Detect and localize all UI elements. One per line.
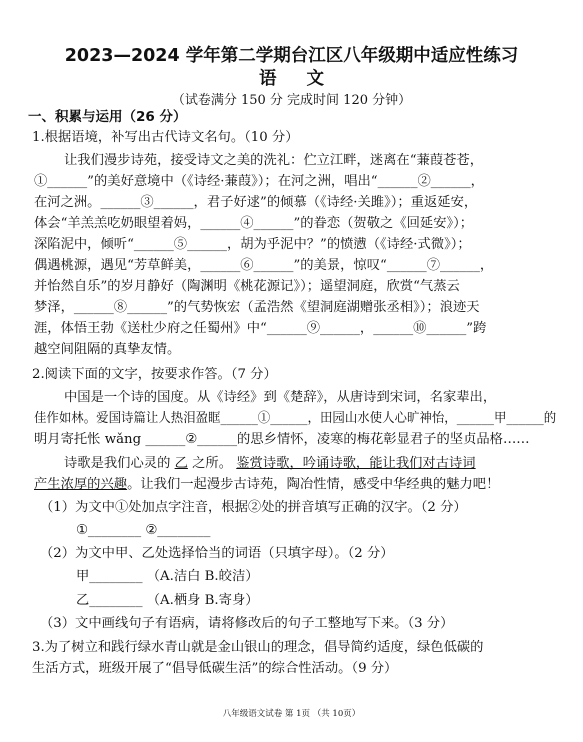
q2-sub-2-row-1: 甲________ （A.洁白 B.皎洁）: [76, 569, 259, 584]
question-3-line-2: 生活方式，班级开展了“倡导低碳生活”的综合性活动。（9 分）: [32, 661, 398, 676]
q2-sub-2-row-2: 乙________ （A.栖身 B.寄身）: [76, 593, 259, 608]
section-heading: 一、积累与运用（26 分）: [28, 109, 187, 125]
q2-underlined-sentence: 鉴赏诗歌，吟诵诗歌，能让我们对古诗词: [236, 456, 476, 471]
q2-para2-tail: 之所。: [192, 456, 233, 471]
question-3-line-1: 3.为了树立和践行绿水青山就是金山银山的理念，倡导简约适度，绿色低碳的: [32, 640, 484, 655]
q2-paragraph-2-cont: [34, 476, 499, 494]
q2-sub-1-answers: ①________ ②________: [76, 523, 211, 538]
q2-sub-2: （2）为文中甲、乙处选择恰当的词语（只填字母）。（2 分）: [40, 546, 394, 561]
page-footer: 八年级语文试卷 第 1页 （共 10页）: [222, 709, 361, 719]
q2-blank-yi: 乙: [174, 456, 188, 471]
q1-line: 偶遇桃源，遇见“芳草鲜美，______⑥______”的美景，惊叹“______⑦______，: [34, 258, 494, 273]
q2-sub-1: （1）为文中①处加点字注音，根据②处的拼音填写正确的汉字。（2 分）: [40, 500, 467, 515]
q1-line: ①______”的美好意境中（《诗经·蒹葭》）；在河之洲，唱出“______②______，: [34, 174, 484, 189]
question-2-stem: 2.阅读下面的文字，按要求作答。（7 分）: [32, 367, 277, 382]
q1-line: 体会“羊羔羔吃奶眼望着妈，______④______”的眷恋（贺敬之《回延安》）；: [34, 216, 474, 231]
exam-title: 2023—2024 学年第二学期台江区八年级期中适应性练习: [64, 46, 519, 66]
q1-line: 在河之洲。______③______，君子好逑”的倾慕（《诗经·关雎》）；重返延安，: [34, 195, 478, 210]
q1-line: 梦泽，______⑧______”的气势恢宏（孟浩然《望洞庭湖赠张丞相》）；浪迹天: [34, 300, 480, 315]
q1-line: 让我们漫步诗苑，接受诗文之美的洗礼：伫立江畔，迷离在“蒹葭苍苍，: [64, 153, 483, 168]
q2-line: 佳作如林。爱国诗篇让人热泪盈眶______①______，田园山水使人心旷神怡，______甲______的: [34, 411, 557, 426]
q2-line: 明月寄托怅 wǎng ______②______的思乡情怀，凌寒的梅花彰显君子的坚贞品格……: [34, 432, 530, 447]
q1-line: 并怡然自乐”的岁月静好（陶渊明《桃花源记》）；遥望洞庭，欣赏“气蒸云: [34, 279, 460, 294]
exam-info: （试卷满分 150 分 完成时间 120 分钟）: [171, 93, 412, 108]
q2-paragraph-2: [64, 455, 476, 473]
q2-sub-3: （3）文中画线句子有语病，请将修改后的句子工整地写下来。（3 分）: [40, 616, 454, 631]
q1-line: 深陷泥中，倾听“______⑤______，胡为乎泥中？”的愤懑（《诗经·式微》）；: [34, 237, 471, 252]
q1-line: 涯，体悟王勃《送杜少府之任蜀州》中“______⑨______，______⑩______”跨: [34, 321, 487, 336]
subject-title: 语文: [259, 69, 354, 89]
q1-line: 越空间阻隔的真挚友情。: [34, 342, 181, 357]
q2-para2-end: 。让我们一起漫步古诗苑，陶冶性情，感受中华经典的魅力吧！: [127, 477, 500, 492]
q2-underlined-sentence-cont: 产生浓厚的兴趣: [34, 477, 128, 492]
question-1-stem: 1.根据语境，补写出古代诗文名句。（10 分）: [32, 130, 299, 145]
q2-line: 中国是一个诗的国度。从《诗经》到《楚辞》，从唐诗到宋词，名家辈出，: [64, 390, 497, 405]
q2-para2-text: 诗歌是我们心灵的: [64, 456, 171, 471]
